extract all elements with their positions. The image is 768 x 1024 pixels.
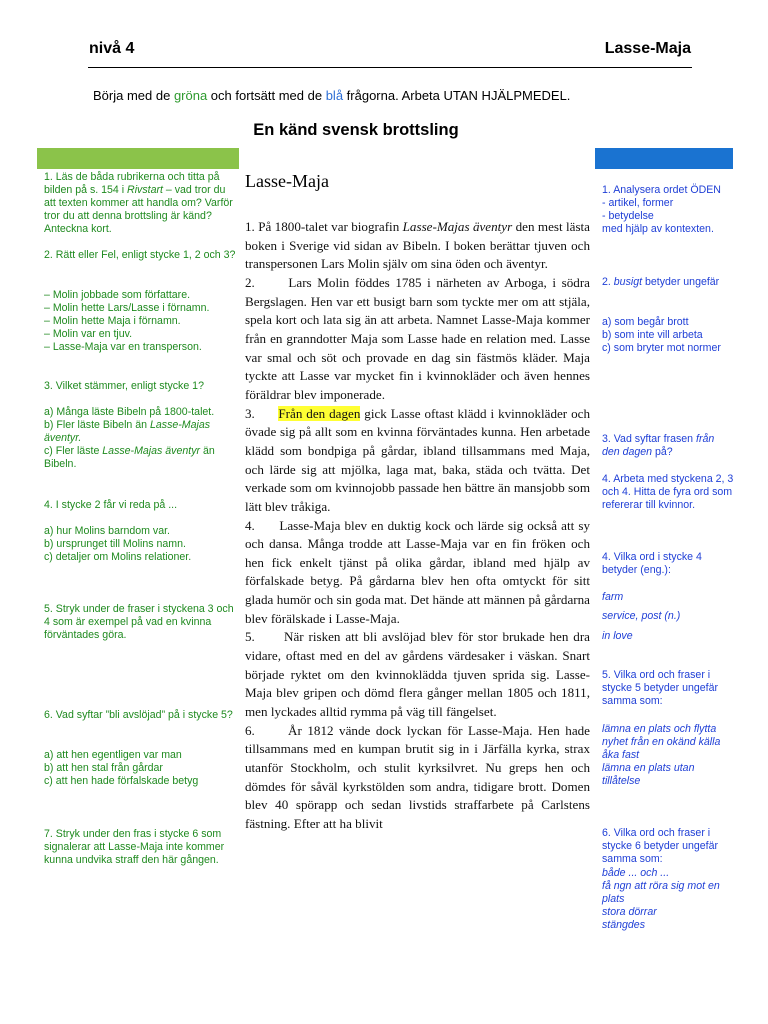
left-question-3-options: a) Många läste Bibeln på 1800-talet. b) Fler läste Bibeln än Lasse-Majas äventyr. c) Fler läste Lasse-Majas äventyr än Bibeln. [44,406,215,470]
blue-bar [595,148,733,169]
paragraph-6: 6. År 1812 vände dock lyckan för Lasse-Maja. Hen hade tillsammans med en kumpan brutit sig in i Järfälla kyrka, strax utanför Stockholm, och stulit kyrksilvret. Nu greps hen och dömdes för såväl kyrkstölden som andra, tidigare brott. Domen blev 40 spörapp och sedan livstids straffarbete på Carlstens fästning. Efter att ha blivit [245,722,590,831]
right-question-7: 6. Vilka ord och fraser i stycke 6 betyder ungefär samma som: [602,827,719,865]
paragraph-3: 3. Från den dagen gick Lasse oftast klädd i kvinnokläder och övade sig på allt som en kvinna förväntades kunna. Hen arbetade klädd som bondpiga på gårdar, ibland tillsammans med Maja, och lärde sig att mjölka, laga mat, baka, städa och tvätta. Det verkade som om kvinnojobb passade hen bättre än mansjobb som lätt blev tråkiga. [245,405,590,514]
right-question-7-words: både ... och ... få ngn att röra sig mot en plats stora dörrar stängdes [602,867,720,931]
right-question-6: 5. Vilka ord och fraser i stycke 5 betyder ungefär samma som: [602,669,719,707]
paragraph-2: 2. Lars Molin föddes 1785 i närheten av Arboga, i södra Bergslagen. Hen var ett busigt barn som tyckte mer om att stjäla, spela kort och lata sig än att arbeta. Namnet Lasse-Maja kommer från en granndotter Maja som Lasse hade en relation med. Lasse var smal och söt och provade en dag sin fästmös kläder. Maja tyckte att Lasse var mycket fin i kvinnokläder och även hennes föräldrar blev imponerade. [245,274,590,402]
left-question-6: 6. Vad syftar ”bli avslöjad” på i stycke 5? [44,709,233,721]
level-label: nivå 4 [89,40,135,57]
left-question-2: 2. Rätt eller Fel, enligt stycke 1, 2 och 3? [44,249,236,261]
left-question-2-options: – Molin jobbade som författare. – Molin hette Lars/Lasse i förnamn. – Molin hette Maja i förnamn. – Molin var en tjuv. – Lasse-Maja var en transperson. [44,289,210,353]
green-word: gröna [173,88,208,103]
paragraph-5: 5. När risken att bli avslöjad blev för stor brukade hen dra vidare, oftast med en del av gårdens värdesaker i väskan. Snart började ryktet om den kvinnoklädda tjuven sprida sig. Lasse-Maja blev gripen och dömd flera gånger mellan 1805 och 1811, men lyckades alltid rymma på väg till fängelset. [245,629,590,720]
highlighted-phrase: Från den dagen [278,405,361,421]
article-title: Lasse-Maja [245,171,329,191]
green-bar [37,148,239,169]
right-question-1: 1. Analysera ordet ÖDEN - artikel, former - betydelse med hjälp av kontexten. [602,184,721,235]
left-question-4: 4. I stycke 2 får vi reda på ... [44,499,178,511]
topic-label: Lasse-Maja [604,40,691,57]
right-question-4: 4. Arbeta med styckena 2, 3 och 4. Hitta de fyra ord som refererar till kvinnor. [602,473,734,511]
paragraph-1: 1. På 1800-talet var biografin Lasse-Majas äventyr den mest lästa boken i Sverige vid sidan av Bibeln. I boken berättar tjuven och transpersonen Lars Molin själv om sina öden och äventyr. [245,219,590,272]
blue-word: blå [325,88,344,103]
right-question-5: 4. Vilka ord i stycke 4 betyder (eng.): [602,551,702,576]
right-question-2: 2. busigt betyder ungefär [602,276,720,288]
left-question-6-options: a) att hen egentligen var man b) att hen stal från gårdar c) att hen hade förfalskade betyg [44,749,199,787]
right-question-5-words: farm service, post (n.) in love [602,591,681,642]
right-question-2-options: a) som begår brott b) som inte vill arbeta c) som bryter mot normer [602,316,721,354]
left-question-5: 5. Stryk under de fraser i styckena 3 och 4 som är exempel på vad en kvinna förväntades göra. [44,603,234,641]
page-title: En känd svensk brottsling [253,121,459,139]
paragraph-4: 4. Lasse-Maja blev en duktig kock och lärde sig också att sy och dansa. Många trodde att Lasse-Maja var en fin fröken och hen fick enkelt tjänst på olika gårdar, ibland med hjälp av förfalskade betyg. På gårdarna blev hen ofta omtyckt för sitt glada humör och sin goda mat. Det hände att männen på gårdarna blev förälskade i Lasse-Maja. [245,517,590,626]
left-question-7: 7. Stryk under den fras i stycke 6 som signalerar att Lasse-Maja inte kommer kunna undvika straff den här gången. [44,828,225,866]
instructions: Börja med de gröna och fortsätt med de blå frågorna. Arbeta UTAN HJÄLPMEDEL. [93,88,571,103]
header-rule [88,67,692,68]
left-question-4-options: a) hur Molins barndom var. b) ursprunget till Molins namn. c) detaljer om Molins relationer. [44,525,192,563]
article-body [245,218,590,834]
left-question-1: 1. Läs de båda rubrikerna och titta på bilden på s. 154 i Rivstart – vad tror du att texten kommer att handla om? Varför tror du att denna brottsling är känd? Anteckna kort. [44,171,233,235]
right-question-3: 3. Vad syftar frasen från den dagen på? [602,433,715,458]
left-question-3: 3. Vilket stämmer, enligt stycke 1? [44,380,204,392]
right-question-6-words: lämna en plats och flytta nyhet från en okänd källa åka fast lämna en plats utan tillåtelse [602,723,721,787]
